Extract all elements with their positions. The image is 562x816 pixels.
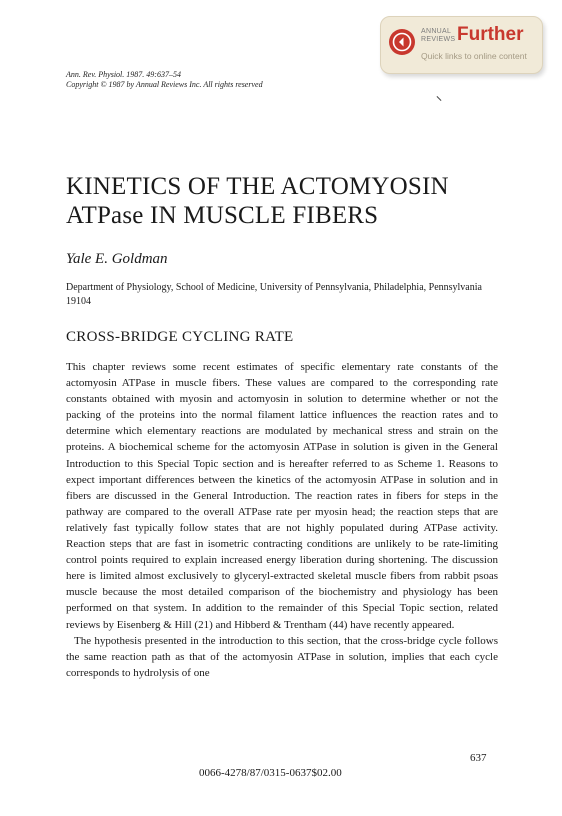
citation-line1: Ann. Rev. Physiol. 1987. 49:637–54 bbox=[66, 70, 181, 79]
article-title bbox=[66, 172, 506, 230]
badge-brand-line1: ANNUAL bbox=[421, 28, 452, 35]
article-title-line1: KINETICS OF THE ACTOMYOSIN bbox=[66, 173, 449, 200]
citation-line2: Copyright © 1987 by Annual Reviews Inc. All rights reserved bbox=[66, 80, 263, 89]
author-affiliation: Department of Physiology, School of Medicine, University of Pennsylvania, Philadelphia, Pennsylvania 19104 bbox=[66, 282, 482, 307]
page-number: 637 bbox=[470, 752, 487, 764]
section-heading: CROSS-BRIDGE CYCLING RATE bbox=[66, 329, 294, 345]
article-title-line2: ATPase IN MUSCLE FIBERS bbox=[66, 202, 379, 229]
body-text bbox=[66, 359, 498, 681]
citation bbox=[66, 70, 263, 90]
footer-code: 0066-4278/87/0315-0637$02.00 bbox=[199, 767, 342, 779]
paragraph: The hypothesis presented in the introduction to this section, that the cross-bridge cycle follows the same reaction path as that of the actomyosin ATPase in solution, implies that each cycle corresponds to hydrolysis of one bbox=[66, 634, 498, 679]
author-name: Yale E. Goldman bbox=[66, 251, 168, 267]
badge-title: Further bbox=[457, 24, 524, 45]
play-arrow-icon bbox=[389, 29, 415, 55]
annual-reviews-further-badge[interactable] bbox=[380, 16, 543, 74]
badge-brand bbox=[421, 28, 461, 44]
badge-subtitle: Quick links to online content bbox=[421, 51, 527, 61]
badge-brand-line2: REVIEWS bbox=[421, 36, 456, 43]
paragraph: This chapter reviews some recent estimates of specific elementary rate constants of the actomyosin ATPase in muscle fibers. These values are compared to the corresponding rate constants obtained with myosin and actomyosin in solution to determine whether or not the packing of the proteins into the normal filament lattice influences the reaction rates and to determine which elementary reactions are modulated by mechanical stress and strain on the proteins. A biochemical scheme for the actomyosin ATPase in solution is given in the General Introduction to this Special Topic section and is hereafter referred to as Scheme 1. Reasons to expect important differences between the kinetics of the actomyosin ATPase in solution and in fibers are discussed in the General Introduction. The reaction rates in fibers for steps in the pathway are compared to the overall ATPase rate per myosin head; the reaction steps that are relatively fast typically follow states that are not highly populated during ATPase activity. Reaction steps that are fast in isometric contracting conditions are unlikely to be rate-limiting control points required to explain increased energy liberation during shortening. The discussion here is limited almost exclusively to glyceryl-extracted skeletal muscle fibers from rabbit psoas muscle because the most detailed comparison of the biochemistry and physiology has been performed on that system. In addition to the remainder of this Special Topic section, related reviews by Eisenberg & Hill (21) and Hibberd & Trentham (44) have recently appeared. bbox=[66, 361, 498, 631]
stray-mark bbox=[437, 96, 442, 101]
